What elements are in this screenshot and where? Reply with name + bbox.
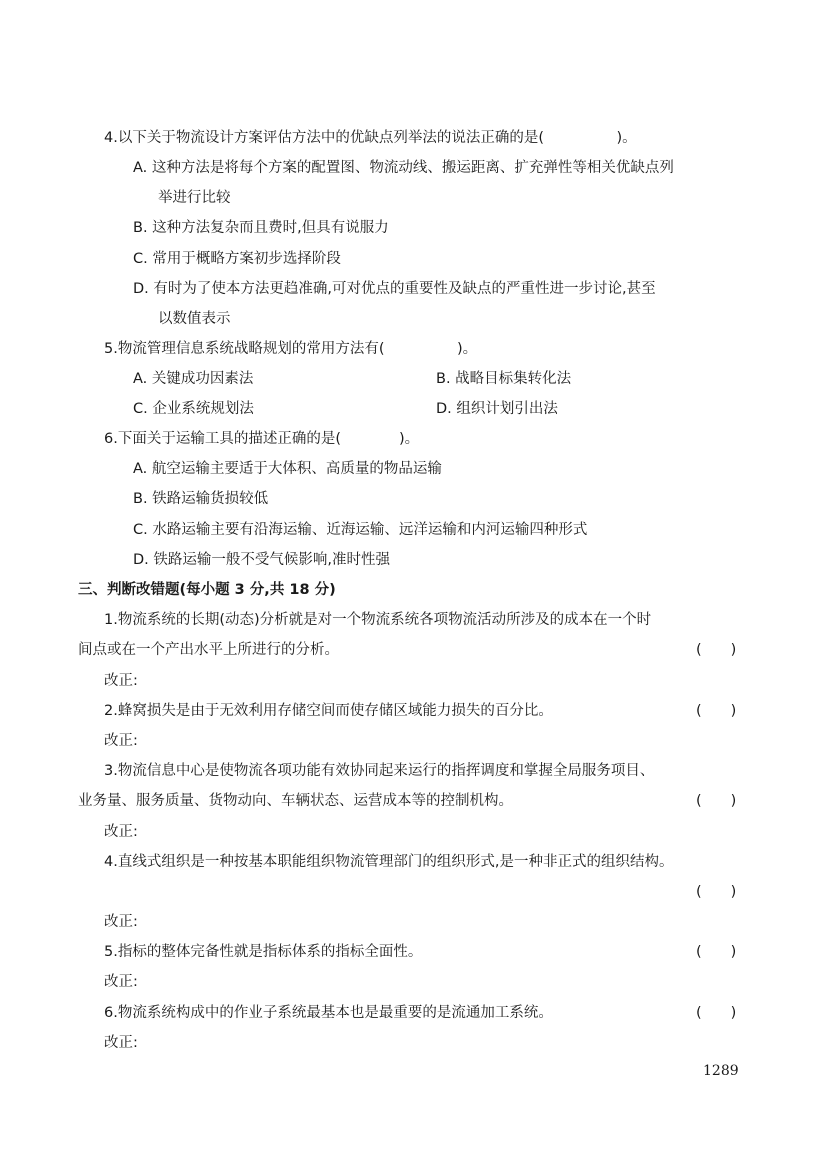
answer-paren: ( ) [696,793,737,809]
q4-option-d-line2: 以数值表示 [158,311,231,327]
section-heading: 三、判断改错题(每小题 3 分,共 18 分) [78,582,336,598]
fix-label: 改正: [104,824,138,840]
q4-stem: 4.以下关于物流设计方案评估方法中的优缺点列举法的说法正确的是( )。 [104,130,637,146]
judge-item-3-line2: 业务量、服务质量、货物动向、车辆状态、运营成本等的控制机构。 [78,793,513,809]
q4-option-d-line1: D. 有时为了使本方法更趋准确,可对优点的重要性及缺点的严重性进一步讨论,甚至 [133,281,656,297]
judge-item-1-line2: 间点或在一个产出水平上所进行的分析。 [78,642,339,658]
answer-paren: ( ) [696,944,737,960]
judge-item-3-line1: 3.物流信息中心是使物流各项功能有效协同起来运行的指挥调度和掌握全局服务项目、 [104,763,655,779]
q5-option-c: C. 企业系统规划法 [133,401,254,417]
answer-paren: ( ) [696,1005,737,1021]
q5-stem: 5.物流管理信息系统战略规划的常用方法有( )。 [104,341,478,357]
q5-option-a: A. 关键成功因素法 [133,371,254,387]
judge-item-2: 2.蜂窝损失是由于无效利用存储空间而使存储区域能力损失的百分比。 [104,703,553,719]
q6-option-b: B. 铁路运输货损较低 [133,491,269,507]
fix-label: 改正: [104,1035,138,1051]
q6-stem: 6.下面关于运输工具的描述正确的是( )。 [104,431,420,447]
judge-item-5: 5.指标的整体完备性就是指标体系的指标全面性。 [104,944,423,960]
q4-option-b: B. 这种方法复杂而且费时,但具有说服力 [133,220,389,236]
judge-item-4: 4.直线式组织是一种按基本职能组织物流管理部门的组织形式,是一种非正式的组织结构。 [104,854,674,870]
q4-option-a-line1: A. 这种方法是将每个方案的配置图、物流动线、搬运距离、扩充弹性等相关优缺点列 [133,160,674,176]
fix-label: 改正: [104,673,138,689]
judge-item-1-line1: 1.物流系统的长期(动态)分析就是对一个物流系统各项物流活动所涉及的成本在一个时 [104,612,652,628]
answer-paren: ( ) [696,703,737,719]
judge-item-6: 6.物流系统构成中的作业子系统最基本也是最重要的是流通加工系统。 [104,1005,553,1021]
q4-option-c: C. 常用于概略方案初步选择阶段 [133,251,341,267]
q5-option-d: D. 组织计划引出法 [436,401,558,417]
q6-option-c: C. 水路运输主要有沿海运输、近海运输、远洋运输和内河运输四种形式 [133,522,588,538]
q6-option-a: A. 航空运输主要适于大体积、高质量的物品运输 [133,461,442,477]
fix-label: 改正: [104,974,138,990]
q5-option-b: B. 战略目标集转化法 [436,371,572,387]
page-number: 1289 [703,1063,739,1079]
q6-option-d: D. 铁路运输一般不受气候影响,准时性强 [133,552,390,568]
q4-option-a-line2: 举进行比较 [158,190,231,206]
fix-label: 改正: [104,914,138,930]
answer-paren: ( ) [696,642,737,658]
fix-label: 改正: [104,733,138,749]
answer-paren: ( ) [696,884,737,900]
